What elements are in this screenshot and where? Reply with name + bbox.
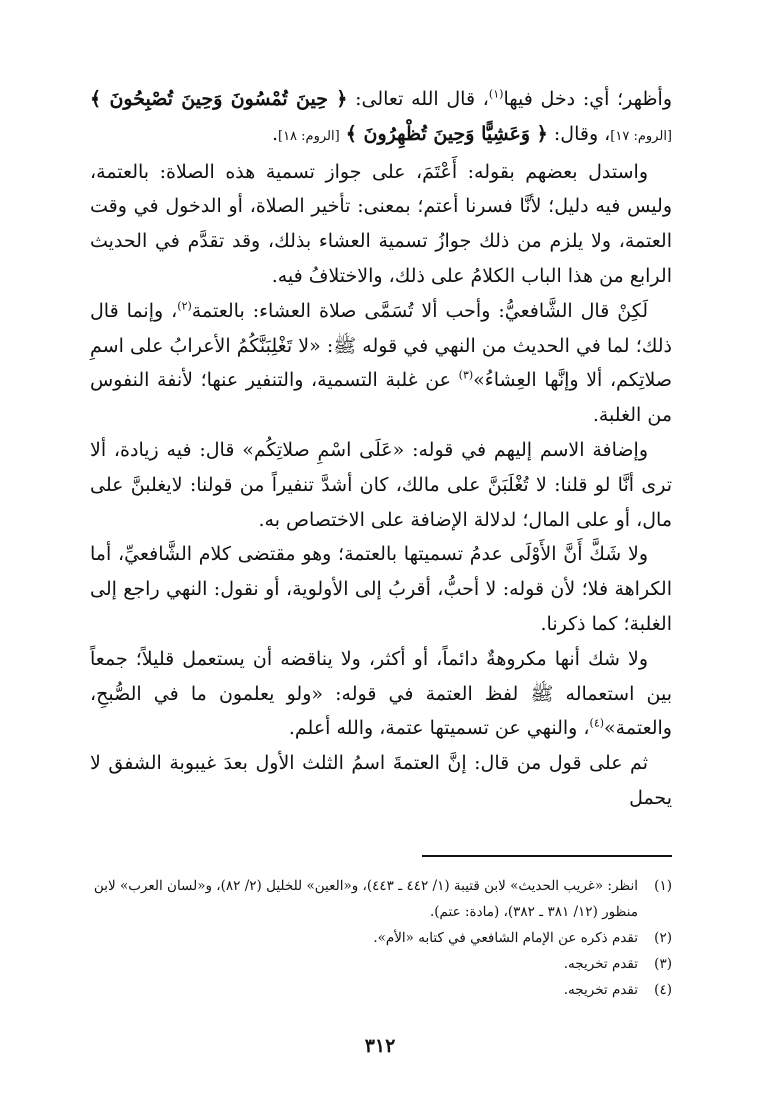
- quran-verse: ﴿ حِينَ تُمْسُونَ وَحِينَ تُصْبِحُونَ ﴾: [90, 88, 348, 110]
- text-segment: ولا شَكَّ أَنَّ الأَوْلَى عدمُ تسميتها بالعتمة؛ وهو مقتضى كلام الشَّافعيِّ، أما الكراهة فلا؛ لأن قوله: لا أحبُّ، أقربُ إلى الأولوية، أو نقول: النهي راجع إلى الغلبة؛ كما ذكرنا.: [90, 543, 672, 635]
- text-segment: عن غلبة التسمية، والتنفير عنها؛ لأنفة النفوس من الغلبة.: [90, 369, 672, 427]
- footnote-ref: (١): [488, 87, 504, 101]
- footnote-ref: (٣): [458, 369, 474, 383]
- footnote: [90, 951, 672, 977]
- main-text: [90, 82, 672, 816]
- footnote-text: انظر: «غريب الحديث» لابن قتيبة (١/ ٤٤٢ ـ ٤٤٣)، و«العين» للخليل (٢/ ٨٢)، و«لسان العرب» لابن منظور (١٢/ ٣٨١ ـ ٣٨٢)، (مادة: عتم).: [93, 878, 638, 920]
- paragraph: [90, 82, 672, 155]
- verse-citation: [الروم: ١٧]: [610, 128, 672, 144]
- text-segment: ، وقال:: [547, 122, 611, 145]
- footnote-ref: (٢): [177, 299, 192, 313]
- paragraph: [90, 294, 672, 433]
- paragraph: [90, 642, 672, 746]
- text-segment: لَكِنْ قال الشَّافعيُّ: وأحب ألا تُسَمَّى صلاة العشاء: بالعتمة: [191, 299, 649, 322]
- text-segment: وأظهر؛ أي: دخل فيها: [503, 88, 672, 110]
- text-segment: واستدل بعضهم بقوله: أَعْتَمَ، على جواز تسمية هذه الصلاة: بالعتمة، وليس فيه دليل؛ لأنَّا فسرنا أعتم؛ بمعنى: تأخير الصلاة، أو الدخول في وقت العتمة، ولا يلزم من ذلك جوازُ تسمية العشاء بذلك، وقد تقدَّم في الحديث الرابع من هذا الباب الكلامُ على ذلك، والاختلافُ فيه.: [90, 160, 672, 287]
- footnote-text: تقدم ذكره عن الإمام الشافعي في كتابه «الأم».: [373, 930, 638, 946]
- footnote-text: تقدم تخريجه.: [563, 956, 638, 972]
- footnotes: [90, 873, 672, 1003]
- text-segment: .: [271, 122, 278, 145]
- text-segment: ، وإنما قال ذلك؛ لما في الحديث من النهي في قوله ﷺ: «لا تَغْلِبَنَّكُمُ الأعرابُ على اسمِ صلاتِكم، ألا وإنَّها العِشاءُ»: [90, 299, 672, 392]
- verse-citation: [الروم: ١٨]: [278, 128, 340, 144]
- page-number: ٣١٢: [364, 1035, 396, 1057]
- footnote-ref: (٤): [589, 717, 605, 731]
- text-segment: وإضافة الاسم إليهم في قوله: «عَلَى اسْمِ صلاتِكُم» قال: فيه زيادة، ألا ترى أنَّا لو قلنا: لا تُغْلَبَنَّ على مالك، كان أشدَّ تنفيراً من قولنا: لايغلبنَّ على مال، أو على المال؛ لدلالة الإضافة على الاختصاص به.: [90, 438, 672, 531]
- text-segment: ، قال الله تعالى:: [347, 88, 489, 110]
- paragraph: [90, 746, 672, 816]
- footnote-number: (٣): [654, 956, 672, 972]
- paragraph: [90, 433, 672, 537]
- text-segment: ، والنهي عن تسميتها عتمة، والله أعلم.: [288, 717, 590, 740]
- footnote-number: (٢): [654, 930, 672, 946]
- footnote-number: (٤): [654, 982, 672, 998]
- text-segment: ولا شك أنها مكروهةٌ دائماً، أو أكثر، ولا يناقضه أن يستعمل قليلاً؛ جمعاً بين استعماله ﷺ لفظ العتمة في قوله: «ولو يعلمون ما في الصُّبحِ، والعتمة»: [90, 647, 672, 740]
- footnote: [90, 925, 672, 951]
- paragraph: [90, 537, 672, 641]
- footnote: [90, 873, 672, 925]
- quran-verse: ﴿ وَعَشِيًّا وَحِينَ تُظْهِرُونَ ﴾: [345, 122, 548, 145]
- footnote-text: تقدم تخريجه.: [563, 982, 638, 998]
- footnote-number: (١): [654, 878, 672, 894]
- paragraph: [90, 155, 672, 294]
- footnote-separator: [422, 855, 672, 857]
- footnote: [90, 977, 672, 1003]
- text-segment: ثم على قول من قال: إنَّ العتمةَ اسمُ الثلث الأول بعدَ غيبوبة الشفق لا يحمل: [90, 752, 672, 809]
